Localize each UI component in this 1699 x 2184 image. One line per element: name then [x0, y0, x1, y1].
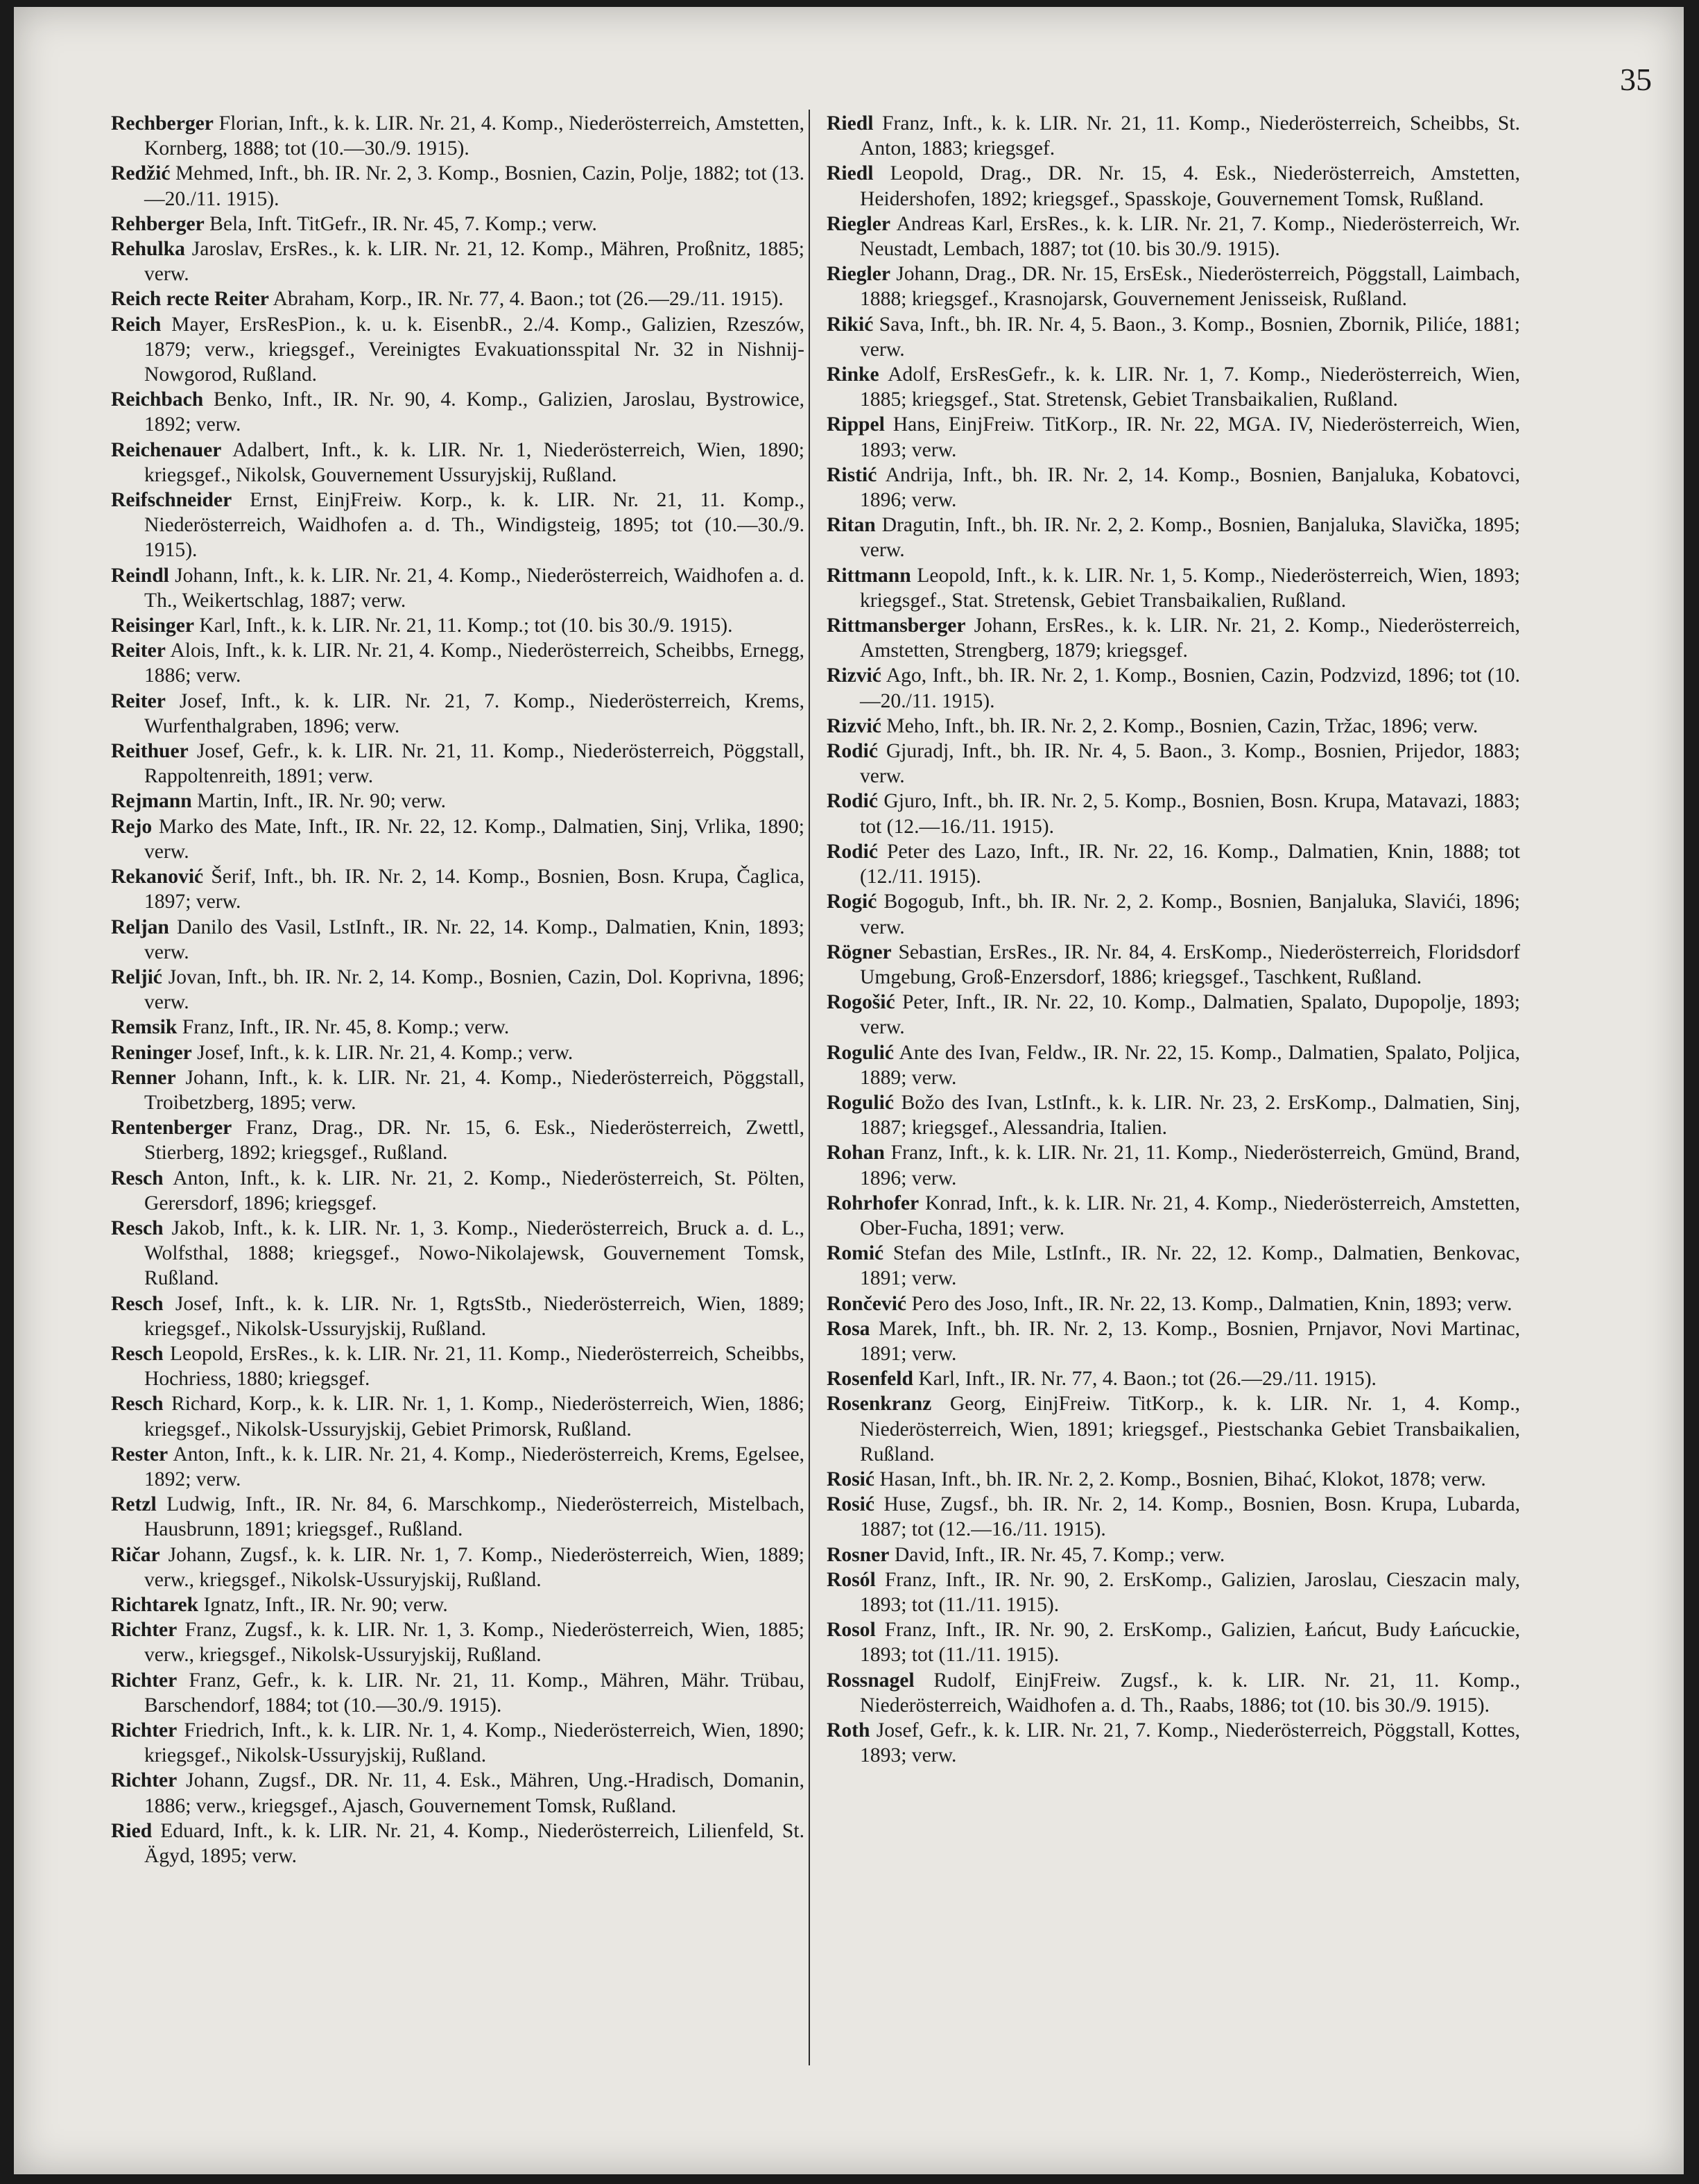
- entry-surname: Ristić: [827, 463, 877, 486]
- entry-details: Georg, EinjFreiw. TitKorp., k. k. LIR. Nr. 1, 4. Komp., Niederösterreich, Wien, 1891; kriegsgef., Piestschanka Gebiet Transbaikalien, Rußland.: [860, 1393, 1520, 1465]
- casualty-entry: [111, 1166, 804, 1216]
- entry-details: Karl, Inft., IR. Nr. 77, 4. Baon.; tot (26.—29./11. 1915).: [918, 1368, 1377, 1391]
- entry-surname: Rittmansberger: [827, 614, 966, 637]
- entry-details: Richard, Korp., k. k. LIR. Nr. 1, 1. Komp., Niederösterreich, Wien, 1886; kriegsgef., Nikolsk-Ussuryjskij, Gebiet Primorsk, Rußland.: [144, 1393, 804, 1441]
- entry-details: Hans, EinjFreiw. TitKorp., IR. Nr. 22, MGA. IV, Niederösterreich, Wien, 1893; verw.: [860, 413, 1520, 461]
- casualty-entry: [827, 990, 1520, 1040]
- casualty-entry: [111, 212, 804, 237]
- casualty-entry: [111, 789, 804, 814]
- entry-surname: Reithuer: [111, 740, 189, 763]
- entry-details: Peter des Lazo, Inft., IR. Nr. 22, 16. Komp., Dalmatien, Knin, 1888; tot (12./11. 1915).: [860, 840, 1521, 888]
- entry-surname: Rehulka: [111, 238, 185, 261]
- casualty-entry: [827, 1040, 1520, 1090]
- entry-details: Dragutin, Inft., bh. IR. Nr. 2, 2. Komp., Bosnien, Banjaluka, Slavička, 1895; verw.: [860, 514, 1520, 562]
- entry-surname: Rogić: [827, 891, 877, 913]
- casualty-entry: [827, 261, 1520, 311]
- casualty-entry: [111, 237, 804, 286]
- entry-surname: Rogošić: [827, 991, 895, 1014]
- entry-details: Andreas Karl, ErsRes., k. k. LIR. Nr. 21, 7. Komp., Niederösterreich, Wr. Neustadt, Lembach, 1887; tot (10. bis 30./9. 1915).: [860, 212, 1520, 261]
- casualty-entry: [827, 1366, 1520, 1391]
- casualty-entry: [111, 1442, 804, 1492]
- casualty-entry: [111, 1617, 804, 1667]
- casualty-entry: [111, 161, 804, 211]
- entry-surname: Rechberger: [111, 112, 214, 135]
- entry-details: Pero des Joso, Inft., IR. Nr. 22, 13. Komp., Dalmatien, Knin, 1893; verw.: [911, 1292, 1512, 1315]
- casualty-entry: [111, 1592, 804, 1617]
- entry-details: Ludwig, Inft., IR. Nr. 84, 6. Marschkomp., Niederösterreich, Mistelbach, Hausbrunn, 1891; kriegsgef., Rußland.: [144, 1493, 804, 1541]
- entry-surname: Rohrhofer: [827, 1192, 920, 1214]
- casualty-entry: [827, 312, 1520, 362]
- casualty-entry: [827, 613, 1520, 663]
- entry-surname: Resch: [111, 1167, 164, 1189]
- entry-surname: Reljić: [111, 965, 162, 988]
- casualty-entry: [827, 1467, 1520, 1492]
- entry-surname: Riedl: [827, 112, 874, 135]
- entry-surname: Rohan: [827, 1142, 885, 1164]
- entry-details: Gjuradj, Inft., bh. IR. Nr. 4, 5. Baon., 3. Komp., Bosnien, Prijedor, 1883; verw.: [860, 740, 1520, 788]
- casualty-entry: [827, 739, 1520, 789]
- casualty-entry: [111, 387, 804, 437]
- entry-details: Marko des Mate, Inft., IR. Nr. 22, 12. Komp., Dalmatien, Sinj, Vrlika, 1890; verw.: [144, 815, 804, 863]
- entry-details: Jaroslav, ErsRes., k. k. LIR. Nr. 21, 12. Komp., Mähren, Proßnitz, 1885; verw.: [144, 238, 804, 286]
- entry-surname: Resch: [111, 1393, 164, 1416]
- casualty-entry: [111, 915, 804, 965]
- entry-details: Adalbert, Inft., k. k. LIR. Nr. 1, Niederösterreich, Wien, 1890; kriegsgef., Nikolsk, Gouvernement Ussuryjskij, Rußland.: [144, 438, 805, 486]
- casualty-entry: [827, 1668, 1520, 1718]
- entry-surname: Resch: [111, 1342, 164, 1365]
- left-column: [111, 111, 804, 1868]
- entry-surname: Reich recte Reiter: [111, 288, 269, 311]
- casualty-entry: [827, 663, 1520, 713]
- casualty-entry: [111, 1768, 804, 1818]
- entry-surname: Rehberger: [111, 212, 205, 235]
- entry-surname: Rentenberger: [111, 1117, 232, 1140]
- entry-details: Šerif, Inft., bh. IR. Nr. 2, 14. Komp., Bosnien, Bosn. Krupa, Čaglica, 1897; verw.: [144, 866, 804, 913]
- casualty-entry: [827, 839, 1520, 889]
- entry-surname: Rosenkranz: [827, 1393, 932, 1416]
- entry-surname: Ričar: [111, 1543, 160, 1566]
- entry-details: Leopold, Drag., DR. Nr. 15, 4. Esk., Niederösterreich, Amstetten, Heidershofen, 1892; kriegsgef., Spasskoje, Gouvernement Tomsk, Rußland.: [860, 162, 1521, 210]
- casualty-entry: [827, 513, 1520, 562]
- casualty-entry: [827, 111, 1520, 161]
- entry-surname: Rikić: [827, 313, 874, 336]
- entry-surname: Reichenauer: [111, 438, 222, 461]
- casualty-entry: [111, 1291, 804, 1341]
- entry-details: Josef, Inft., k. k. LIR. Nr. 21, 4. Komp.; verw.: [197, 1041, 573, 1064]
- entry-details: Sebastian, ErsRes., IR. Nr. 84, 4. ErsKomp., Niederösterreich, Floridsdorf Umgebung, Groß-Enzersdorf, 1886; kriegsgef., Taschkent, Rußland.: [860, 940, 1520, 988]
- entry-details: Franz, Inft., IR. Nr. 90, 2. ErsKomp., Galizien, Łańcut, Budy Łańcuckie, 1893; tot (11./11. 1915).: [860, 1619, 1520, 1667]
- entry-details: Danilo des Vasil, LstInft., IR. Nr. 22, 14. Komp., Dalmatien, Knin, 1893; verw.: [144, 915, 805, 963]
- casualty-entry: [111, 1065, 804, 1115]
- casualty-entry: [827, 1567, 1520, 1617]
- entry-surname: Reiter: [111, 689, 166, 712]
- entry-surname: Resch: [111, 1292, 164, 1315]
- entry-details: Sava, Inft., bh. IR. Nr. 4, 5. Baon., 3. Komp., Bosnien, Zbornik, Piliće, 1881; verw.: [860, 313, 1520, 361]
- entry-surname: Renner: [111, 1066, 176, 1089]
- entry-details: Josef, Inft., k. k. LIR. Nr. 21, 7. Komp., Niederösterreich, Krems, Wurfenthalgraben, 1896; verw.: [144, 689, 804, 737]
- entry-details: Franz, Inft., IR. Nr. 45, 8. Komp.; verw.: [182, 1016, 510, 1039]
- entry-details: Johann, Inft., k. k. LIR. Nr. 21, 4. Komp., Niederösterreich, Waidhofen a. d. Th., Weikertschlag, 1887; verw.: [144, 564, 805, 612]
- entry-details: Hasan, Inft., bh. IR. Nr. 2, 2. Komp., Bosnien, Bihać, Klokot, 1878; verw.: [879, 1468, 1486, 1490]
- casualty-entry: [827, 161, 1520, 211]
- entry-details: Josef, Gefr., k. k. LIR. Nr. 21, 11. Komp., Niederösterreich, Pöggstall, Rappoltenreith, 1891; verw.: [144, 740, 804, 788]
- casualty-entry: [827, 1241, 1520, 1291]
- entry-surname: Richter: [111, 1719, 178, 1742]
- entry-details: Friedrich, Inft., k. k. LIR. Nr. 1, 4. Komp., Niederösterreich, Wien, 1890; kriegsgef., Nikolsk-Ussuryjskij, Rußland.: [144, 1719, 804, 1767]
- entry-surname: Rogulić: [827, 1041, 895, 1064]
- entry-details: Rudolf, EinjFreiw. Zugsf., k. k. LIR. Nr. 21, 11. Komp., Niederösterreich, Waidhofen a. d. Th., Raabs, 1886; tot (10. bis 30./9. 1915).: [860, 1669, 1520, 1717]
- casualty-entry: [111, 1341, 804, 1391]
- entry-details: Leopold, ErsRes., k. k. LIR. Nr. 21, 11. Komp., Niederösterreich, Scheibbs, Hochriess, 1880; kriegsgef.: [144, 1342, 804, 1391]
- entry-details: Johann, ErsRes., k. k. LIR. Nr. 21, 2. Komp., Niederösterreich, Amstetten, Strengberg, 1879; kriegsgef.: [860, 614, 1520, 662]
- casualty-entry: [827, 1542, 1520, 1567]
- casualty-entry: [827, 1291, 1520, 1316]
- entry-details: Konrad, Inft., k. k. LIR. Nr. 21, 4. Komp., Niederösterreich, Amstetten, Ober-Fucha, 1891; verw.: [860, 1192, 1520, 1239]
- entry-surname: Rosić: [827, 1468, 875, 1490]
- entry-details: Johann, Drag., DR. Nr. 15, ErsEsk., Niederösterreich, Pöggstall, Laimbach, 1888; kriegsgef., Krasnojarsk, Gouvernement Jenisseisk, Rußland.: [860, 263, 1520, 311]
- casualty-entry: [111, 1668, 804, 1718]
- entry-surname: Rosić: [827, 1493, 875, 1516]
- entry-details: Jakob, Inft., k. k. LIR. Nr. 1, 3. Komp., Niederösterreich, Bruck a. d. L., Wolfsthal, 1888; kriegsgef., Nowo-Nikolajewsk, Gouvernement Tomsk, Rußland.: [144, 1216, 805, 1290]
- entry-surname: Rippel: [827, 413, 885, 436]
- casualty-entry: [827, 212, 1520, 261]
- entry-details: Franz, Zugsf., k. k. LIR. Nr. 1, 3. Komp., Niederösterreich, Wien, 1885; verw., kriegsgef., Nikolsk-Ussuryjskij, Rußland.: [144, 1619, 804, 1667]
- entry-surname: Reninger: [111, 1041, 192, 1064]
- entry-surname: Remsik: [111, 1016, 178, 1039]
- entry-details: Mehmed, Inft., bh. IR. Nr. 2, 3. Komp., Bosnien, Cazin, Polje, 1882; tot (13.—20./11. 1915).: [144, 162, 804, 210]
- casualty-entry: [827, 1090, 1520, 1140]
- entry-surname: Rosol: [827, 1619, 876, 1642]
- entry-surname: Rosner: [827, 1543, 890, 1566]
- casualty-entry: [111, 488, 804, 563]
- entry-surname: Rodić: [827, 840, 878, 863]
- casualty-entry: [827, 1718, 1520, 1768]
- entry-surname: Reiter: [111, 639, 166, 662]
- entry-surname: Rossnagel: [827, 1669, 915, 1692]
- document-page: [14, 7, 1684, 2174]
- entry-surname: Rodić: [827, 790, 878, 813]
- entry-surname: Riedl: [827, 162, 874, 185]
- casualty-entry: [111, 312, 804, 388]
- entry-details: Marek, Inft., bh. IR. Nr. 2, 13. Komp., Bosnien, Prnjavor, Novi Martinac, 1891; verw.: [860, 1317, 1520, 1365]
- entry-details: Franz, Inft., k. k. LIR. Nr. 21, 11. Komp., Niederösterreich, Scheibbs, St. Anton, 1883; kriegsgef.: [860, 112, 1520, 160]
- casualty-entry: [111, 1542, 804, 1592]
- entry-surname: Rejo: [111, 815, 153, 838]
- entry-details: Adolf, ErsResGefr., k. k. LIR. Nr. 1, 7. Komp., Niederösterreich, Wien, 1885; kriegsgef., Stat. Stretensk, Gebiet Transbaikalien, Rußland.: [860, 363, 1521, 411]
- entry-surname: Ried: [111, 1819, 153, 1842]
- casualty-entry: [111, 1015, 804, 1040]
- entry-details: Ante des Ivan, Feldw., IR. Nr. 22, 15. Komp., Dalmatien, Spalato, Poljica, 1889; verw.: [860, 1041, 1520, 1089]
- entry-details: Johann, Zugsf., k. k. LIR. Nr. 1, 7. Komp., Niederösterreich, Wien, 1889; verw., kriegsgef., Nikolsk-Ussuryjskij, Rußland.: [144, 1543, 804, 1591]
- entry-details: Ignatz, Inft., IR. Nr. 90; verw.: [203, 1593, 448, 1616]
- casualty-entry: [827, 362, 1520, 412]
- entry-surname: Rögner: [827, 940, 892, 963]
- entry-surname: Retzl: [111, 1493, 157, 1516]
- entry-surname: Rittmann: [827, 564, 911, 587]
- entry-surname: Reindl: [111, 564, 169, 587]
- casualty-entry: [111, 1718, 804, 1768]
- entry-surname: Rončević: [827, 1292, 907, 1315]
- entry-details: Gjuro, Inft., bh. IR. Nr. 2, 5. Komp., Bosnien, Bosn. Krupa, Matavazi, 1883; tot (12.—16./11. 1915).: [860, 790, 1520, 838]
- casualty-entry: [111, 111, 804, 161]
- entry-details: Bela, Inft. TitGefr., IR. Nr. 45, 7. Komp.; verw.: [209, 212, 597, 235]
- entry-surname: Resch: [111, 1216, 164, 1239]
- casualty-entry: [827, 1617, 1520, 1667]
- entry-surname: Rodić: [827, 740, 878, 763]
- casualty-entry: [827, 563, 1520, 613]
- entry-details: Franz, Inft., IR. Nr. 90, 2. ErsKomp., Galizien, Jaroslau, Cieszacin maly, 1893; tot (11./11. 1915).: [860, 1568, 1521, 1616]
- entry-surname: Rosa: [827, 1317, 870, 1340]
- casualty-entry: [111, 739, 804, 789]
- casualty-entry: [111, 864, 804, 914]
- entry-surname: Richtarek: [111, 1593, 199, 1616]
- entry-details: Anton, Inft., k. k. LIR. Nr. 21, 2. Komp., Niederösterreich, St. Pölten, Gerersdorf, 1896; kriegsgef.: [144, 1167, 805, 1214]
- casualty-entry: [111, 689, 804, 739]
- entry-details: Florian, Inft., k. k. LIR. Nr. 21, 4. Komp., Niederösterreich, Amstetten, Kornberg, 1888; tot (10.—30./9. 1915).: [144, 112, 805, 160]
- entry-details: Andrija, Inft., bh. IR. Nr. 2, 14. Komp., Bosnien, Banjaluka, Kobatovci, 1896; verw.: [860, 463, 1520, 512]
- casualty-entry: [827, 889, 1520, 939]
- casualty-entry: [827, 789, 1520, 839]
- entry-surname: Rekanović: [111, 866, 204, 888]
- entry-details: Karl, Inft., k. k. LIR. Nr. 21, 11. Komp.; tot (10. bis 30./9. 1915).: [199, 614, 733, 637]
- casualty-entry: [111, 1216, 804, 1291]
- entry-surname: Reisinger: [111, 614, 194, 637]
- entry-surname: Reifschneider: [111, 489, 232, 512]
- casualty-entry: [111, 1115, 804, 1165]
- right-column: [827, 111, 1520, 1768]
- entry-details: David, Inft., IR. Nr. 45, 7. Komp.; verw.: [894, 1543, 1225, 1566]
- entry-surname: Rester: [111, 1443, 169, 1465]
- entry-details: Meho, Inft., bh. IR. Nr. 2, 2. Komp., Bosnien, Cazin, Tržac, 1896; verw.: [886, 714, 1478, 737]
- casualty-entry: [111, 965, 804, 1015]
- entry-surname: Reich: [111, 313, 162, 336]
- entry-details: Leopold, Inft., k. k. LIR. Nr. 1, 5. Komp., Niederösterreich, Wien, 1893; kriegsgef., Stat. Stretensk, Gebiet Transbaikalien, Rußland.: [860, 564, 1520, 612]
- casualty-entry: [111, 563, 804, 613]
- entry-details: Benko, Inft., IR. Nr. 90, 4. Komp., Galizien, Jaroslau, Bystrowice, 1892; verw.: [144, 388, 804, 436]
- casualty-entry: [111, 814, 804, 864]
- entry-surname: Ritan: [827, 514, 876, 537]
- entry-surname: Riegler: [827, 263, 891, 286]
- entry-surname: Rinke: [827, 363, 879, 386]
- entry-surname: Romić: [827, 1242, 884, 1265]
- casualty-entry: [827, 1316, 1520, 1366]
- entry-details: Johann, Inft., k. k. LIR. Nr. 21, 4. Komp., Niederösterreich, Pöggstall, Troibetzberg, 1895; verw.: [144, 1066, 804, 1114]
- entry-details: Anton, Inft., k. k. LIR. Nr. 21, 4. Komp., Niederösterreich, Krems, Egelsee, 1892; verw.: [144, 1443, 804, 1490]
- casualty-entry: [827, 714, 1520, 739]
- column-divider: [809, 110, 810, 2065]
- casualty-entry: [111, 1492, 804, 1542]
- entry-surname: Reljan: [111, 915, 169, 938]
- entry-surname: Riegler: [827, 212, 891, 235]
- entry-surname: Rizvić: [827, 714, 881, 737]
- entry-surname: Richter: [111, 1619, 178, 1642]
- casualty-entry: [827, 1140, 1520, 1190]
- entry-details: Ernst, EinjFreiw. Korp., k. k. LIR. Nr. 21, 11. Komp., Niederösterreich, Waidhofen a. d. Th., Windigsteig, 1895; tot (10.—30./9. 1915).: [144, 489, 804, 562]
- entry-surname: Rosenfeld: [827, 1368, 913, 1391]
- entry-surname: Rejmann: [111, 790, 192, 813]
- entry-details: Johann, Zugsf., DR. Nr. 11, 4. Esk., Mähren, Ung.-Hradisch, Domanin, 1886; verw., kriegsgef., Ajasch, Gouvernement Tomsk, Rußland.: [144, 1769, 804, 1817]
- entry-details: Josef, Gefr., k. k. LIR. Nr. 21, 7. Komp., Niederösterreich, Pöggstall, Kottes, 1893; verw.: [860, 1719, 1521, 1767]
- entry-details: Ago, Inft., bh. IR. Nr. 2, 1. Komp., Bosnien, Cazin, Podzvizd, 1896; tot (10.—20./11. 1915).: [860, 664, 1520, 712]
- casualty-entry: [111, 638, 804, 688]
- casualty-entry: [111, 613, 804, 638]
- casualty-entry: [827, 940, 1520, 990]
- casualty-entry: [827, 1492, 1520, 1542]
- entry-details: Josef, Inft., k. k. LIR. Nr. 1, RgtsStb., Niederösterreich, Wien, 1889; kriegsgef., Nikolsk-Ussuryjskij, Rußland.: [144, 1292, 804, 1340]
- entry-details: Eduard, Inft., k. k. LIR. Nr. 21, 4. Komp., Niederösterreich, Lilienfeld, St. Ägyd, 1895; verw.: [144, 1819, 804, 1868]
- casualty-entry: [111, 1040, 804, 1065]
- casualty-entry: [827, 1191, 1520, 1241]
- entry-details: Abraham, Korp., IR. Nr. 77, 4. Baon.; tot (26.—29./11. 1915).: [273, 288, 784, 311]
- entry-details: Huse, Zugsf., bh. IR. Nr. 2, 14. Komp., Bosnien, Bosn. Krupa, Lubarda, 1887; tot (12.—16./11. 1915).: [860, 1493, 1520, 1541]
- entry-details: Peter, Inft., IR. Nr. 22, 10. Komp., Dalmatien, Spalato, Dupopolje, 1893; verw.: [860, 991, 1520, 1039]
- casualty-entry: [827, 463, 1520, 513]
- casualty-entry: [111, 286, 804, 311]
- entry-surname: Rizvić: [827, 664, 881, 687]
- entry-surname: Rosól: [827, 1568, 876, 1591]
- entry-details: Bogogub, Inft., bh. IR. Nr. 2, 2. Komp., Bosnien, Banjaluka, Slavići, 1896; verw.: [860, 891, 1520, 938]
- entry-surname: Redžić: [111, 162, 171, 185]
- entry-details: Božo des Ivan, LstInft., k. k. LIR. Nr. 23, 2. ErsKomp., Dalmatien, Sinj, 1887; kriegsgef., Alessandria, Italien.: [860, 1091, 1520, 1140]
- entry-details: Martin, Inft., IR. Nr. 90; verw.: [197, 790, 447, 813]
- entry-details: Franz, Drag., DR. Nr. 15, 6. Esk., Niederösterreich, Zwettl, Stierberg, 1892; kriegsgef., Rußland.: [144, 1117, 804, 1164]
- casualty-entry: [111, 1818, 804, 1868]
- entry-surname: Roth: [827, 1719, 870, 1742]
- entry-details: Stefan des Mile, LstInft., IR. Nr. 22, 12. Komp., Dalmatien, Benkovac, 1891; verw.: [860, 1242, 1520, 1290]
- entry-details: Franz, Gefr., k. k. LIR. Nr. 21, 11. Komp., Mähren, Mähr. Trübau, Barschendorf, 1884; tot (10.—30./9. 1915).: [144, 1669, 804, 1717]
- entry-surname: Reichbach: [111, 388, 204, 411]
- page-number: 35: [1620, 62, 1652, 97]
- entry-surname: Richter: [111, 1769, 178, 1792]
- entry-details: Franz, Inft., k. k. LIR. Nr. 21, 11. Komp., Niederösterreich, Gmünd, Brand, 1896; verw.: [860, 1142, 1520, 1189]
- casualty-entry: [827, 412, 1520, 462]
- casualty-entry: [111, 1391, 804, 1441]
- entry-surname: Rogulić: [827, 1091, 895, 1114]
- entry-details: Mayer, ErsResPion., k. u. k. EisenbR., 2./4. Komp., Galizien, Rzeszów, 1879; verw., kriegsgef., Vereinigtes Evakuationsspital Nr. 32 in Nishnij-Nowgorod, Rußland.: [144, 313, 805, 386]
- casualty-entry: [827, 1391, 1520, 1467]
- entry-surname: Richter: [111, 1669, 178, 1692]
- entry-details: Alois, Inft., k. k. LIR. Nr. 21, 4. Komp., Niederösterreich, Scheibbs, Ernegg, 1886; verw.: [144, 639, 804, 687]
- casualty-entry: [111, 438, 804, 488]
- entry-details: Jovan, Inft., bh. IR. Nr. 2, 14. Komp., Bosnien, Cazin, Dol. Koprivna, 1896; verw.: [144, 965, 804, 1014]
